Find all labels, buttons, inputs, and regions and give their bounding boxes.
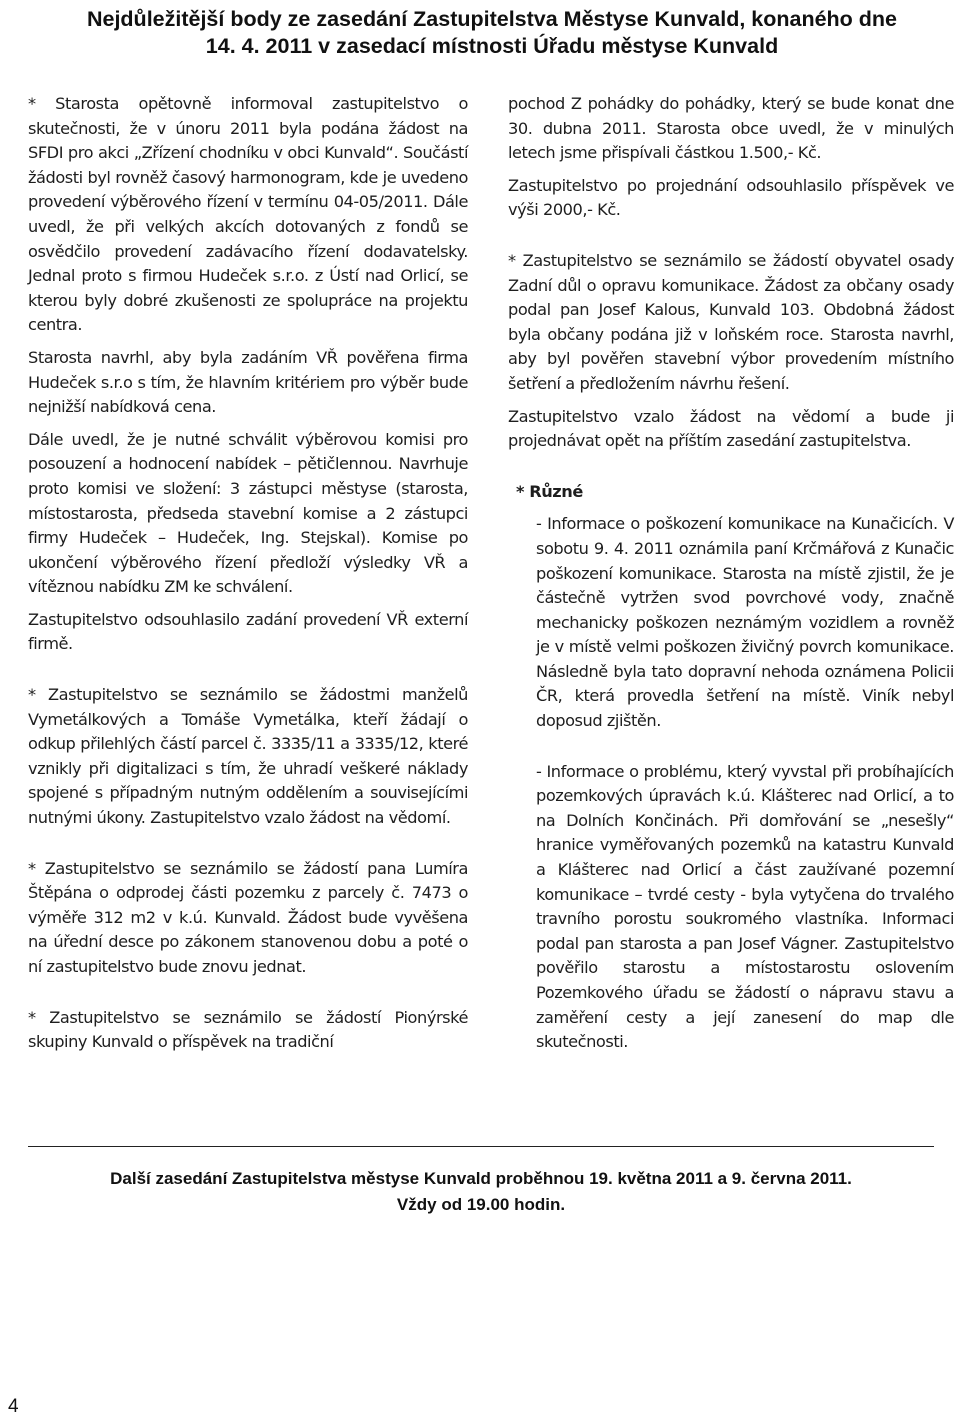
paragraph-stepan-request: * Zastupitelstvo se seznámilo se žádostí pana Lumíra Štěpána o odprodej části pozemku z parcely č. 7473 o výměře 312 m2 v k.ú. Kunvald. Žádost bude vyvěšena na úřední desce po zákonem stanovenou dobu a poté o ní zastupitelstvo bude znovu jednat.: [28, 858, 468, 976]
paragraph-council-approval: Zastupitelstvo odsouhlasilo zadání provedení VŘ externí firmě.: [28, 609, 468, 654]
paragraph-zadni-dul-request: * Zastupitelstvo se seznámilo se žádostí obyvatel osady Zadní důl o opravu komunikace. Žádost za občany osady podal pan Josef Kalous, Kunvald 103. Obdobná žádost byla občany podána již v loňském roce. Starosta navrhl, aby byl pověřen stavební výbor provedením místního šetření a předložením návrhu řešení.: [508, 250, 954, 393]
next-meeting-notice: [28, 1166, 934, 1218]
paragraph-contribution-approval: Zastupitelstvo po projednání odsouhlasilo příspěvek ve výši 2000,- Kč.: [508, 175, 954, 220]
section-heading-misc: * Různé: [516, 481, 583, 501]
paragraph-pioneer-request: * Zastupitelstvo se seznámilo se žádostí Pionýrské skupiny Kunvald o příspěvek na tradiční: [28, 1007, 468, 1052]
paragraph-hudecek-proposal: Starosta navrhl, aby byla zadáním VŘ pověřena firma Hudeček s.r.o s tím, že hlavním kritériem pro výběr bude nejnižší nabídková cena.: [28, 347, 468, 417]
page-title: [62, 6, 922, 60]
paragraph-vymetalek-request: * Zastupitelstvo se seznámilo se žádostmi manželů Vymetálkových a Tomáše Vymetálka, kteří žádají o odkup přilehlých částí parcel č. 3335/11 a 3335/12, které vznikly při digitalizaci s tím, že uhradí veškeré náklady spojené s případným nutným oddělením a souvisejícími nutnými úkony. Zastupitelstvo vzalo žádost na vědomí.: [28, 685, 468, 828]
left-column: [28, 92, 468, 1055]
footer-divider: [28, 1146, 934, 1147]
paragraph-fairy-tale-march: pochod Z pohádky do pohádky, který se bude konat dne 30. dubna 2011. Starosta obce uvedl, že v minulých letech jsme přispívali částkou 1.500,- Kč.: [508, 94, 954, 163]
page-number: 4: [8, 1396, 19, 1417]
paragraph-sfdi-request: * Starosta opětovně informoval zastupitelstvo o skutečnosti, že v únoru 2011 byla podána žádost na SFDI pro akci „Zřízení chodníku v obci Kunvald“. Součástí žádosti byl rovněž časový harmonogram, kde je uvedeno provedení výběrového řízení v termínu 04-05/2011. Dále uvedl, že při velkých akcích dotovaných z fondů se osvědčilo provedení zadávacího řízení dodavatelsky. Jednal proto s firmou Hudeček s.r.o. z Ústí nad Orlicí, se kterou byly dobré zkušenosti ze spolupráce na projektu centra.: [28, 94, 468, 335]
next-meeting-time: Vždy od 19.00 hodin.: [396, 1195, 566, 1214]
page-title-line-2: 14. 4. 2011 v zasedací místnosti Úřadu městyse Kunvald: [205, 34, 779, 58]
page-title-line-1: Nejdůležitější body ze zasedání Zastupitelstva Městyse Kunvald, konaného dne: [86, 7, 898, 31]
right-column: [508, 92, 954, 1055]
paragraph-road-damage: - Informace o poškození komunikace na Kunačicích. V sobotu 9. 4. 2011 oznámila paní Krčmářová z Kunačic poškození komunikace. Starosta na místě zjistil, že je částečně vytržen svod povrchové vody, značně mechanicky poškozen neznámým vozidlem a rovněž je v místě velmi poškozen živičný povrch komunikace. Následně byla tato dopravní nehoda oznámena Policii ČR, která provedla šetření na místě. Viník nebyl doposud zjištěn.: [536, 514, 954, 731]
next-meeting-dates: Další zasedání Zastupitelstva městyse Kunvald proběhnou 19. května 2011 a 9. června 2011.: [110, 1169, 852, 1188]
paragraph-land-adjustment: - Informace o problému, který vyvstal při probíhajících pozemkových úpravách k.ú. Klášterec nad Orlicí, a to na Dolních Končinách. Při domřování se „nesešly“ hranice vyměřovaných pozemků na katastru Kunvald a Klášterec nad Orlicí a část zaužívané pozemní komunikace – tvrdé cesty - byla vytyčena do trvalého travního porostu soukromého vlastníka. Informaci podal pan starosta a pan Josef Vágner. Zastupitelstvo pověřilo starostu a místostarostu oslovením Pozemkového úřadu se žádostí o nápravu stavu a zaměření cesty a její zanesení do map dle skutečnosti.: [536, 761, 954, 1052]
paragraph-zadni-dul-noted: Zastupitelstvo vzalo žádost na vědomí a bude ji projednávat opět na příštím zasedání zastupitelstva.: [508, 406, 954, 451]
paragraph-selection-committee: Dále uvedl, že je nutné schválit výběrovou komisi pro posouzení a hodnocení nabídek – pětičlennou. Navrhuje proto komisi ve složení: 3 zástupci městyse (starosta, místostarosta, předseda stavební komise a 2 zástupci firmy Hudeček – Hudeček, Ing. Stejskal). Komise po ukončení výběrového řízení předloží výsledky VŘ a vítěznou nabídku ZM ke schválení.: [28, 429, 468, 597]
